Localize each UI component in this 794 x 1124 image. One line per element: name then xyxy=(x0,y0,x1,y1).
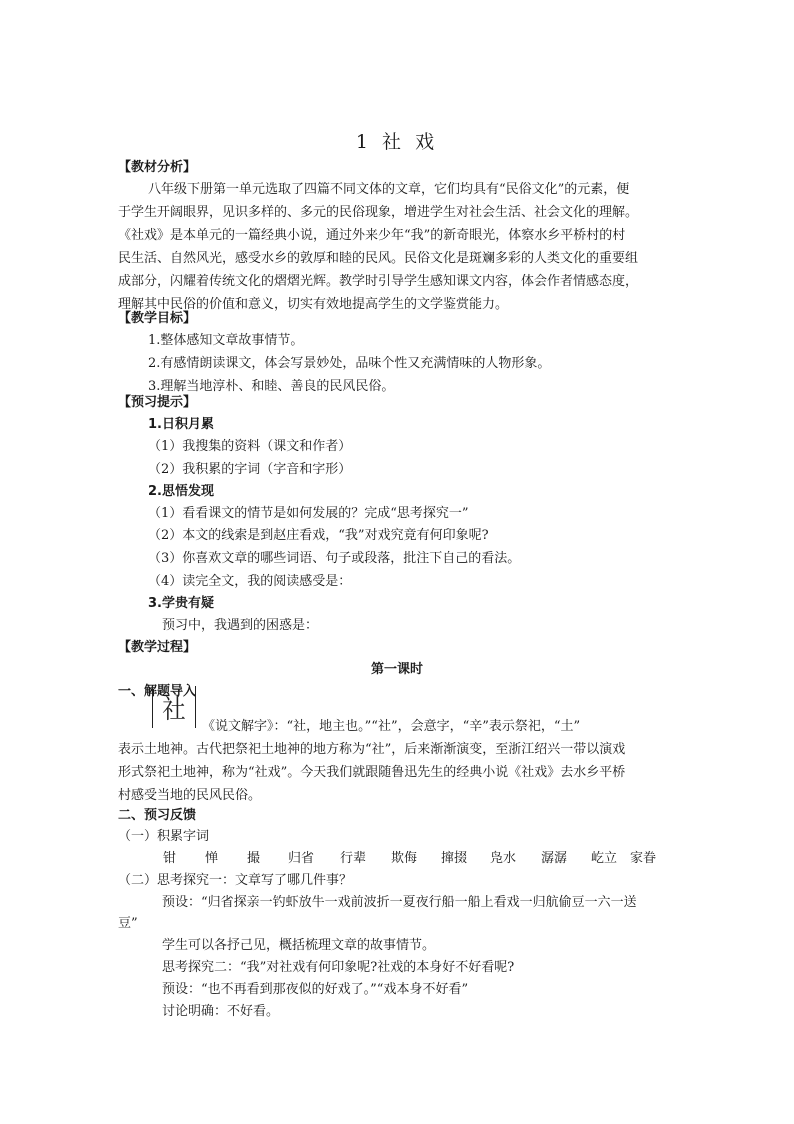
vocab-word: 惮 xyxy=(205,851,219,866)
paragraph-line: 成部分，闪耀着传统文化的熠熠光辉。教学时引导学生感知课文内容，体会作者情感态度， xyxy=(118,274,639,289)
section-heading-analysis: 【教材分析】 xyxy=(118,160,197,175)
paragraph-line: 讨论明确：不好看。 xyxy=(162,1004,280,1019)
vocab-word: 家眷 xyxy=(630,851,657,866)
paragraph-line: 《社戏》是本单元的一篇经典小说，通过外来少年“我”的新奇眼光，体察水乡平桥村的村 xyxy=(118,228,626,243)
lesson-title: 第一课时 xyxy=(370,662,423,677)
preview-item: 预习中，我遇到的困惑是： xyxy=(162,618,319,633)
preview-subheading: 3.学贵有疑 xyxy=(148,596,214,611)
vocab-word: 行辈 xyxy=(340,851,367,866)
vocab-word: 屹立 xyxy=(591,851,618,866)
paragraph-line: 预设：“也不再看到那夜似的好戏了。”“戏本身不好看” xyxy=(162,982,469,997)
preview-item: （1）看看课文的情节是如何发展的？完成“思考探究一” xyxy=(148,506,469,521)
part-heading: 二、预习反馈 xyxy=(118,808,197,823)
preview-subheading: 2.思悟发现 xyxy=(148,484,214,499)
paragraph-line: 豆” xyxy=(118,916,138,931)
paragraph-line: 思考探究二：“我”对社戏有何印象呢?社戏的本身好不好看呢? xyxy=(162,960,515,975)
paragraph-line: 预设：“归省探亲一钓虾放牛一戏前波折一夏夜行船一船上看戏一归航偷豆一六一送 xyxy=(162,895,637,910)
goal-item: 3.理解当地淳朴、和睦、善良的民风民俗。 xyxy=(148,379,395,394)
preview-subheading: 1.日积月累 xyxy=(148,417,214,432)
vocab-word: 撮 xyxy=(247,851,261,866)
page-title: 1 社 戏 xyxy=(355,131,439,153)
paragraph-line: 形式祭祀土地神，称为“社戏”。今天我们就跟随鲁迅先生的经典小说《社戏》去水乡平桥 xyxy=(118,765,626,780)
preview-item: （1）我搜集的资料（课文和作者） xyxy=(148,439,352,454)
goal-item: 2.有感情朗读课文，体会写景妙处，品味个性又充满情味的人物形象。 xyxy=(148,356,551,371)
preview-item: （3）你喜欢文章的哪些词语、句子或段落，批注下自己的看法。 xyxy=(148,551,521,566)
vocab-word: 欺侮 xyxy=(391,851,418,866)
section-heading-goals: 【教学目标】 xyxy=(118,311,197,326)
vocab-word: 撺掇 xyxy=(441,851,468,866)
goal-item: 1.整体感知文章故事情节。 xyxy=(148,333,304,348)
vocab-word: 潺潺 xyxy=(541,851,568,866)
vocab-word: 归省 xyxy=(288,851,315,866)
paragraph-line: 八年级下册第一单元选取了四篇不同文体的文章，它们均具有“民俗文化”的元素，便 xyxy=(148,182,630,197)
seal-character: 社 xyxy=(162,694,186,725)
paragraph-line: 《说文解字》：“社，地主也。”“社”，会意字，“辛”表示祭祀，“土” xyxy=(202,719,581,734)
vocab-word: 凫水 xyxy=(490,851,517,866)
paragraph-line: 村感受当地的民风民俗。 xyxy=(118,788,262,803)
preview-item: （4）读完全文，我的阅读感受是： xyxy=(148,574,352,589)
section-heading-process: 【教学过程】 xyxy=(118,640,197,655)
paragraph-line: 表示土地神。古代把祭祀土地神的地方称为“社”，后来渐渐演变，至浙江绍兴一带以演戏 xyxy=(118,742,626,757)
subsection-heading: （二）思考探究一：文章写了哪几件事？ xyxy=(118,873,353,888)
paragraph-line: 民生活、自然风光，感受水乡的敦厚和睦的民风。民俗文化是斑斓多彩的人类文化的重要组 xyxy=(118,251,639,266)
vocab-word: 钳 xyxy=(163,851,177,866)
section-heading-preview: 【预习提示】 xyxy=(118,395,197,410)
paragraph-line: 学生可以各抒己见，概括梳理文章的故事情节。 xyxy=(162,938,436,953)
part-heading: 一、解题导入 xyxy=(118,684,197,699)
subsection-heading: （一）积累字词 xyxy=(118,829,210,844)
paragraph-line: 理解其中民俗的价值和意义，切实有效地提高学生的文学鉴赏能力。 xyxy=(118,297,509,312)
preview-item: （2）我积累的字词（字音和字形） xyxy=(148,462,352,477)
seal-script-image xyxy=(152,686,196,728)
paragraph-line: 于学生开阔眼界，见识多样的、多元的民俗现象，增进学生对社会生活、社会文化的理解。 xyxy=(118,205,639,220)
preview-item: （2）本文的线索是到赵庄看戏，“我”对戏究竟有何印象呢? xyxy=(148,528,489,543)
